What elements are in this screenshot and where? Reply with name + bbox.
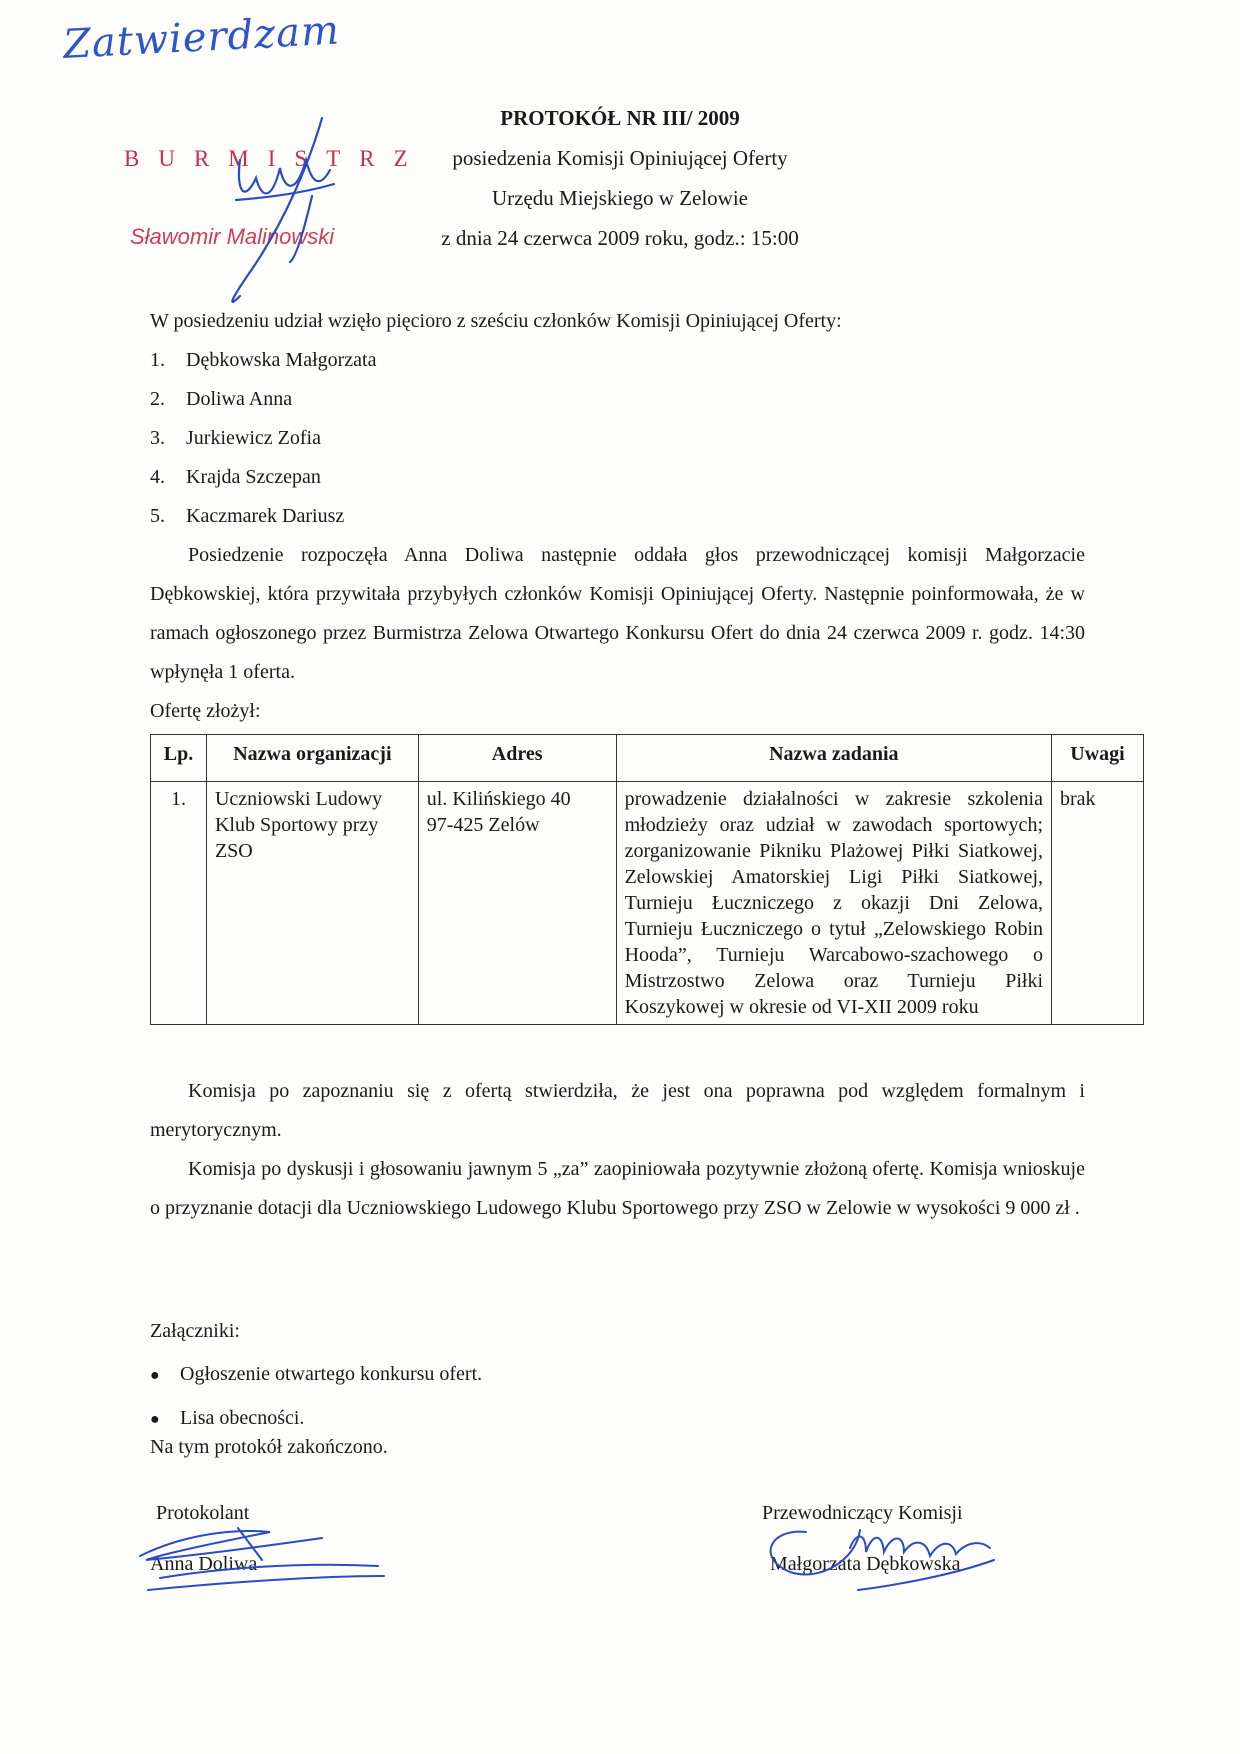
left-signature-icon [140,1528,384,1590]
bullet-icon: ● [150,1411,160,1428]
header-line-1: posiedzenia Komisji Opiniującej Oferty [452,146,788,170]
signature-left-role: Protokolant [156,1502,250,1524]
offer-label: Ofertę złożył: [150,700,261,722]
header-line-3: z dnia 24 czerwca 2009 roku, godz.: 15:00 [441,226,799,250]
address-city: 97-425 Zelów [426,814,540,836]
stamp-title: BURMISTRZ [124,146,427,171]
column-header: Uwagi [1052,735,1144,782]
list-item: ● Lisa obecności. [150,1396,482,1440]
column-header: Adres [418,735,616,782]
list-item: 4. Krajda Szczepan [150,466,321,488]
list-item: 2. Doliwa Anna [150,388,293,410]
cell-lp: 1. [151,782,207,1025]
list-item: 3. Jurkiewicz Zofia [150,427,321,449]
bullet-icon: ● [150,1367,160,1384]
approval-handwriting: Zatwierdzam [62,7,342,68]
list-item: ● Ogłoszenie otwartego konkursu ofert. [150,1352,482,1396]
paragraph-opening: Posiedzenie rozpoczęła Anna Doliwa następnie oddała głos przewodniczącej komisji Małgorzacie Dębkowskiej, która przywitała przybyłych członków Komisji Opiniującej Oferty. Następnie poinformowała, że w ramach ogłoszonego przez Burmistrza Zelowa Otwartego Konkursu Ofert do dnia 24 czerwca 2009 r. godz. 14:30 wpłynęła 1 oferta. [150,544,1085,683]
stamp-name: Sławomir Malinowski [130,224,335,249]
signature-left-name: Anna Doliwa [150,1553,258,1575]
conclusion-paragraph-1: Komisja po zapoznaniu się z ofertą stwierdziła, że jest ona poprawna pod względem formalnym i merytorycznym. [150,1080,1085,1141]
conclusion-paragraph-2: Komisja po dyskusji i głosowaniu jawnym 5 „za” zaopiniowała pozytywnie złożoną ofertę. Komisja wnioskuje o przyznanie dotacji dla Uczniowskiego Ludowego Klubu Sportowego przy ZSO w Zelowie w wysokości 9 000 zł . [150,1158,1085,1219]
address-street: ul. Kilińskiego 40 [426,788,571,810]
column-header: Lp. [151,735,207,782]
cell-task: prowadzenie działalności w zakresie szkolenia młodzieży oraz udział w zawodach sportowych; zorganizowanie Pikniku Plażowej Piłki Siatkowej, Zelowskiej Amatorskiej Ligi Piłki Siatkowej, Turnieju Łuczniczego z okazji Dni Zelowa, Turnieju Łuczniczego o tytuł „Zelowskiego Robin Hooda”, Turnieju Warcabowo-szachowego o Mistrzostwo Zelowa oraz Turnieju Piłki Koszykowej w okresie od VI-XII 2009 roku [616,782,1051,1025]
document-title: PROTOKÓŁ NR III/ 2009 [500,106,740,130]
closing-text: Na tym protokół zakończono. [150,1436,388,1458]
attachments-heading: Załączniki: [150,1320,240,1342]
right-signature-icon [771,1530,994,1590]
signature-right-role: Przewodniczący Komisji [762,1502,963,1524]
mayor-signature-icon [232,118,334,302]
cell-notes: brak [1052,782,1144,1025]
signature-right-name: Małgorzata Dębkowska [770,1553,961,1575]
column-header: Nazwa zadania [616,735,1051,782]
cell-organization: Uczniowski Ludowy Klub Sportowy przy ZSO [206,782,418,1025]
column-header: Nazwa organizacji [206,735,418,782]
list-item: 5. Kaczmarek Dariusz [150,505,345,527]
header-line-2: Urzędu Miejskiego w Zelowie [491,186,748,210]
intro-text: W posiedzeniu udział wzięło pięcioro z sześciu członków Komisji Opiniującej Oferty: [150,310,842,332]
list-item: 1. Dębkowska Małgorzata [150,349,377,371]
